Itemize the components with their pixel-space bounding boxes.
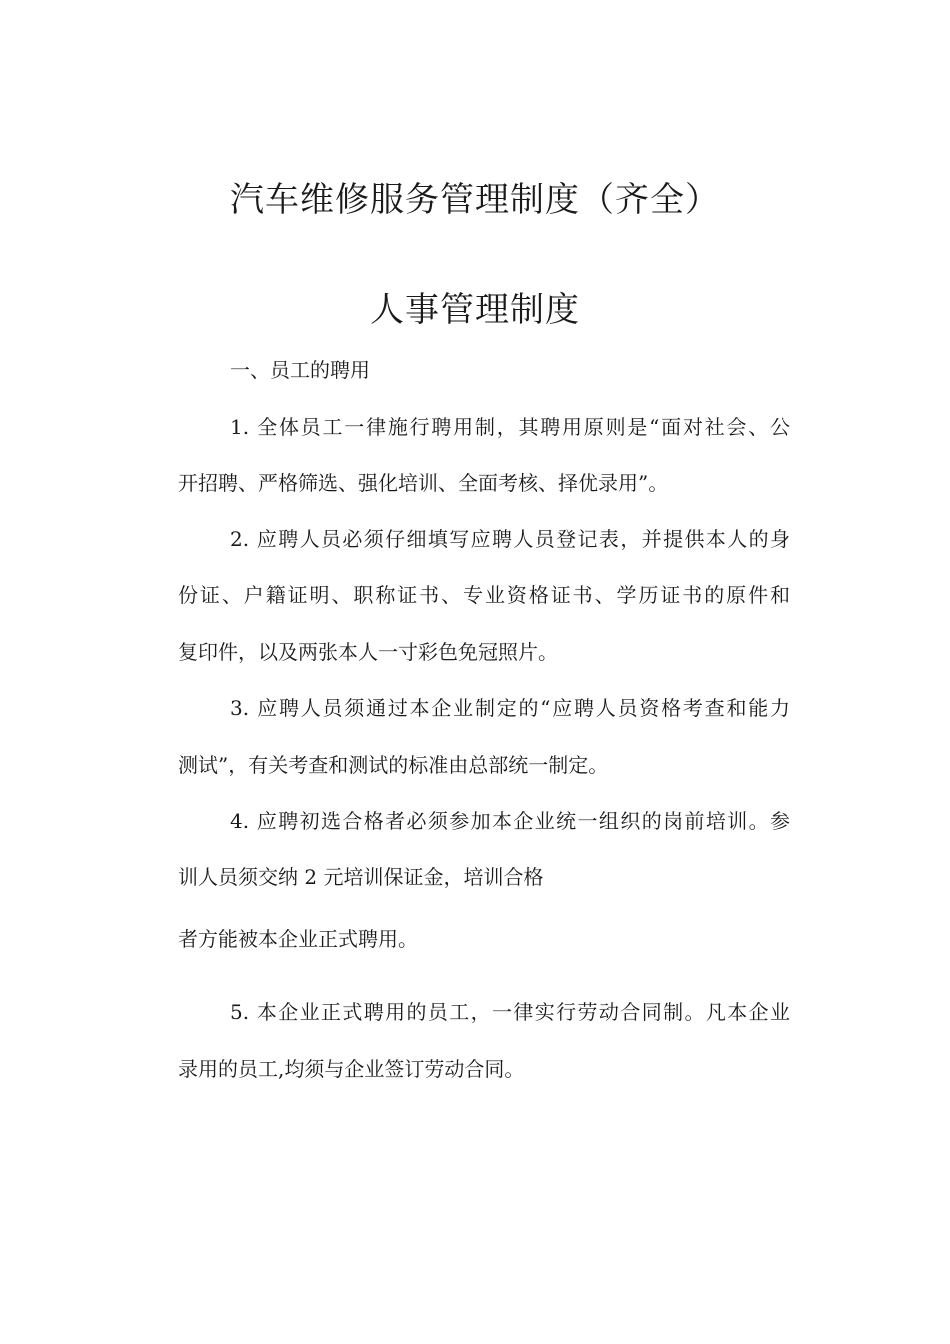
paragraph-4-line-3: 者方能被本企业正式聘用。 [178,927,418,951]
paragraph-4-line-2: 训人员须交纳 2 元培训保证金，培训合格 [178,865,544,889]
section-title: 人事管理制度 [370,290,580,330]
paragraph-2-line-2: 份证、户籍证明、职称证书、专业资格证书、学历证书的原件和 [178,583,790,607]
section-heading: 一、员工的聘用 [230,358,370,382]
paragraph-4-line-1: 4. 应聘初选合格者必须参加本企业统一组织的岗前培训。参 [230,809,790,833]
paragraph-3-line-2: 测试”，有关考查和测试的标准由总部统一制定。 [178,753,609,777]
paragraph-5-line-1: 5. 本企业正式聘用的员工，一律实行劳动合同制。凡本企业 [230,1000,790,1024]
paragraph-1-line-2: 开招聘、严格筛选、强化培训、全面考核、择优录用”。 [178,471,669,495]
document-title: 汽车维修服务管理制度（齐全） [230,180,720,220]
paragraph-3-line-1: 3. 应聘人员须通过本企业制定的“应聘人员资格考查和能力 [230,696,790,720]
paragraph-2-line-1: 2. 应聘人员必须仔细填写应聘人员登记表，并提供本人的身 [230,527,790,551]
paragraph-2-line-3: 复印件，以及两张本人一寸彩色免冠照片。 [178,640,558,664]
paragraph-5-line-2: 录用的员工,均须与企业签订劳动合同。 [178,1057,525,1081]
paragraph-1-line-1: 1. 全体员工一律施行聘用制，其聘用原则是“面对社会、公 [230,415,790,439]
